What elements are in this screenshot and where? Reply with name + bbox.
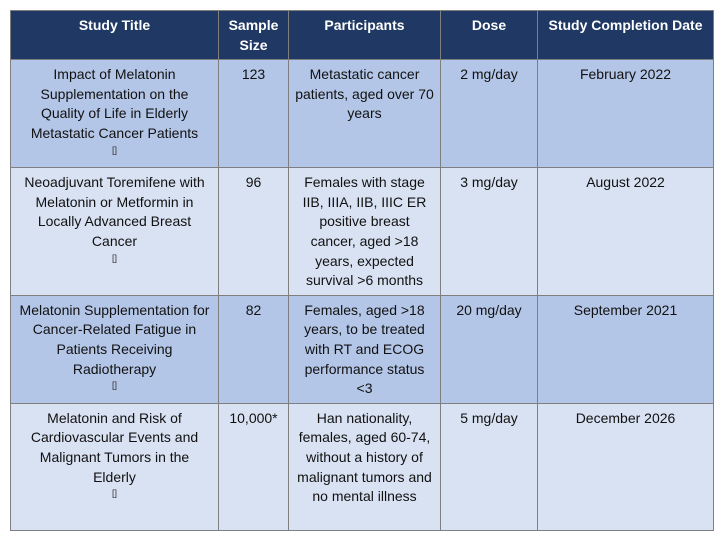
dose-cell: 5 mg/day xyxy=(441,403,538,530)
completion-date-cell: December 2026 xyxy=(538,403,714,530)
sample-size-cell: 96 xyxy=(219,168,289,296)
participants-cell: Females, aged >18 years, to be treated with RT and ECOG performance status <3 xyxy=(289,295,441,403)
study-title: Melatonin and Risk of Cardiovascular Events and Malignant Tumors in the Elderly xyxy=(30,409,199,485)
dose-cell: 2 mg/day xyxy=(441,60,538,168)
study-title-cell xyxy=(11,60,219,168)
participants-cell: Females with stage IIB, IIIA, IIB, IIIC ER positive breast cancer, aged >18 years, expected survival >6 months xyxy=(289,168,441,296)
header-dose: Dose xyxy=(441,11,538,60)
sample-size-cell: 82 xyxy=(219,295,289,403)
study-title-cell xyxy=(11,295,219,403)
reference-marker: [] xyxy=(111,252,117,263)
study-title-cell xyxy=(11,403,219,530)
header-completion-date: Study Completion Date xyxy=(538,11,714,60)
dose-cell: 3 mg/day xyxy=(441,168,538,296)
table-row xyxy=(11,60,714,168)
table-row xyxy=(11,403,714,530)
table-row xyxy=(11,168,714,296)
study-title-cell xyxy=(11,168,219,296)
study-title: Neoadjuvant Toremifene with Melatonin or Metformin in Locally Advanced Breast Cancer xyxy=(24,174,205,249)
participants-cell: Han nationality, females, aged 60-74, without a history of malignant tumors and no mental illness xyxy=(289,403,441,530)
dose-cell: 20 mg/day xyxy=(441,295,538,403)
header-sample-size: Sample Size xyxy=(219,11,289,60)
studies-table xyxy=(10,10,714,531)
completion-date-cell: September 2021 xyxy=(538,295,714,403)
reference-marker: [] xyxy=(111,380,117,391)
sample-size-cell: 10,000* xyxy=(219,403,289,530)
completion-date-cell: February 2022 xyxy=(538,60,714,168)
study-title: Impact of Melatonin Supplementation on the Quality of Life in Elderly Metastatic Cancer Patients xyxy=(30,66,199,141)
completion-date-cell: August 2022 xyxy=(538,168,714,296)
table-row xyxy=(11,295,714,403)
reference-marker: [] xyxy=(111,144,117,155)
reference-marker: [] xyxy=(111,488,117,499)
header-study-title: Study Title xyxy=(11,11,219,60)
header-participants: Participants xyxy=(289,11,441,60)
header-row xyxy=(11,11,714,60)
study-title: Melatonin Supplementation for Cancer-Related Fatigue in Patients Receiving Radiotherapy xyxy=(19,301,210,377)
participants-cell: Metastatic cancer patients, aged over 70 years xyxy=(289,60,441,168)
sample-size-cell: 123 xyxy=(219,60,289,168)
